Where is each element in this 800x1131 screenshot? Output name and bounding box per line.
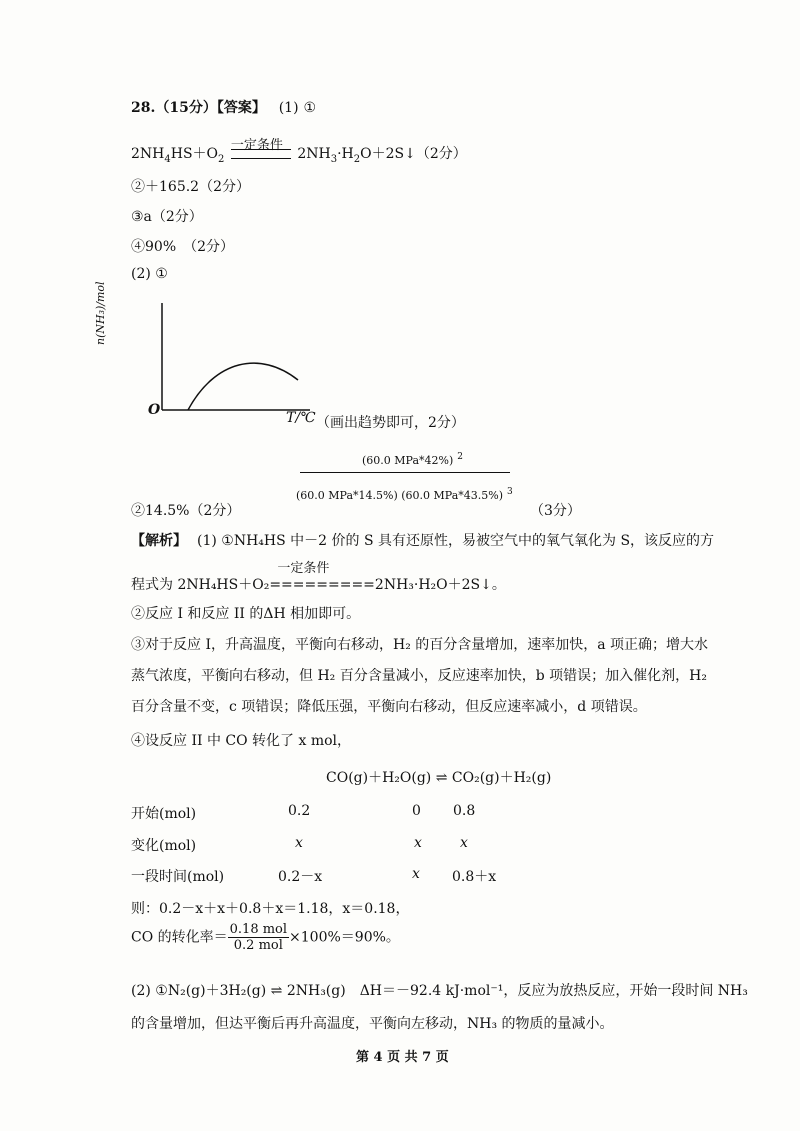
table-cell: 0.8 xyxy=(453,803,476,819)
part-2-label: (2) ① xyxy=(131,266,168,282)
analysis-line-1: 【解析】 (1) ①NH₄HS 中－2 价的 S 具有还原性，易被空气中的氧气氧化为 S，该反应的方 xyxy=(131,533,715,549)
analysis-line-5: 蒸气浓度，平衡向右移动，但 H₂ 百分含量减小，反应速率加快，b 项错误；加入催化剂，H₂ xyxy=(131,668,707,684)
answer-4: ④90% （2分） xyxy=(131,239,235,255)
analysis-line-3: ②反应 I 和反应 II 的ΔH 相加即可。 xyxy=(131,606,361,622)
table-cell: 0 xyxy=(412,803,421,819)
part2-analysis-line-1: (2) ①N₂(g)＋3H₂(g) ⇌ 2NH₃(g) ΔH＝－92.4 kJ·mol⁻¹，反应为放热反应，开始一段时间 NH₃ xyxy=(131,983,748,999)
table-cell: x xyxy=(414,835,422,851)
page-footer: 第 4 页 共 7 页 xyxy=(356,1050,449,1065)
answer-equation-1: $2NH_4HS+O_2$ 一定条件 $2NH_3\cdot H_2O+2S↓(2$分） xyxy=(131,138,467,165)
graph-note: （画出趋势即可，2分） xyxy=(316,415,465,431)
x-axis-label: T/℃ xyxy=(286,410,316,426)
calc-line-2: CO 的转化率＝ $\frac{\text{0.18 mol}}{\text{0.2 mol}}$ ×100%＝90%。 xyxy=(131,922,400,953)
part2-analysis-line-2: 的含量增加，但达平衡后再升高温度，平衡向左移动，NH₃ 的物质的量减小。 xyxy=(131,1016,614,1032)
table-row-label: 开始(mol) xyxy=(131,806,197,822)
reaction-equation: CO(g)＋H₂O(g) ⇌ CO₂(g)＋H₂(g) xyxy=(326,770,552,786)
kp-numerator: (60.0 MPa*42%) $^2$ xyxy=(362,452,463,467)
analysis-line-4: ③对于反应 I，升高温度，平衡向右移动，H₂ 的百分含量增加，速率加快，a 项正确；增大水 xyxy=(131,637,709,653)
analysis-line-6: 百分含量不变，c 项错误；降低压强，平衡向右移动，但反应速率减小，d 项错误。 xyxy=(131,699,647,715)
table-cell: x xyxy=(460,835,468,851)
fraction-bar xyxy=(300,472,510,473)
answer-3: ③a（2分） xyxy=(131,209,203,225)
analysis-line-7: ④设反应 II 中 CO 转化了 x mol， xyxy=(131,733,352,749)
answer-2-2: ②14.5%（2分） xyxy=(131,503,241,519)
table-cell: 0.2－x xyxy=(278,869,323,885)
table-cell: x xyxy=(412,866,420,882)
kp-points: （3分） xyxy=(530,503,581,519)
table-cell: 0.8＋x xyxy=(452,869,497,885)
table-cell: x xyxy=(295,835,303,851)
trend-curve xyxy=(188,363,298,410)
y-axis-label: n(NH₃)/mol xyxy=(94,281,107,345)
table-cell: 0.2 xyxy=(288,803,311,819)
answer-2: ②＋165.2（2分） xyxy=(131,179,250,195)
table-row-label: 变化(mol) xyxy=(131,838,197,854)
reaction-arrow: 一定条件 xyxy=(231,149,291,159)
analysis-line-2: 程式为 2NH₄HS＋O₂ 一定条件 =========2NH₃·H₂O＋2S↓。 xyxy=(131,561,506,593)
origin-label: O xyxy=(148,402,161,418)
question-header: 28.（15分）【答案】 (1) ① xyxy=(131,100,316,116)
table-row-label: 一段时间(mol) xyxy=(131,869,225,885)
kp-denominator: (60.0 MPa*14.5%) (60.0 MPa*43.5%) $^3$ xyxy=(296,487,513,502)
calc-line-1: 则：0.2－x＋x＋0.8＋x＝1.18，x＝0.18， xyxy=(131,901,410,917)
